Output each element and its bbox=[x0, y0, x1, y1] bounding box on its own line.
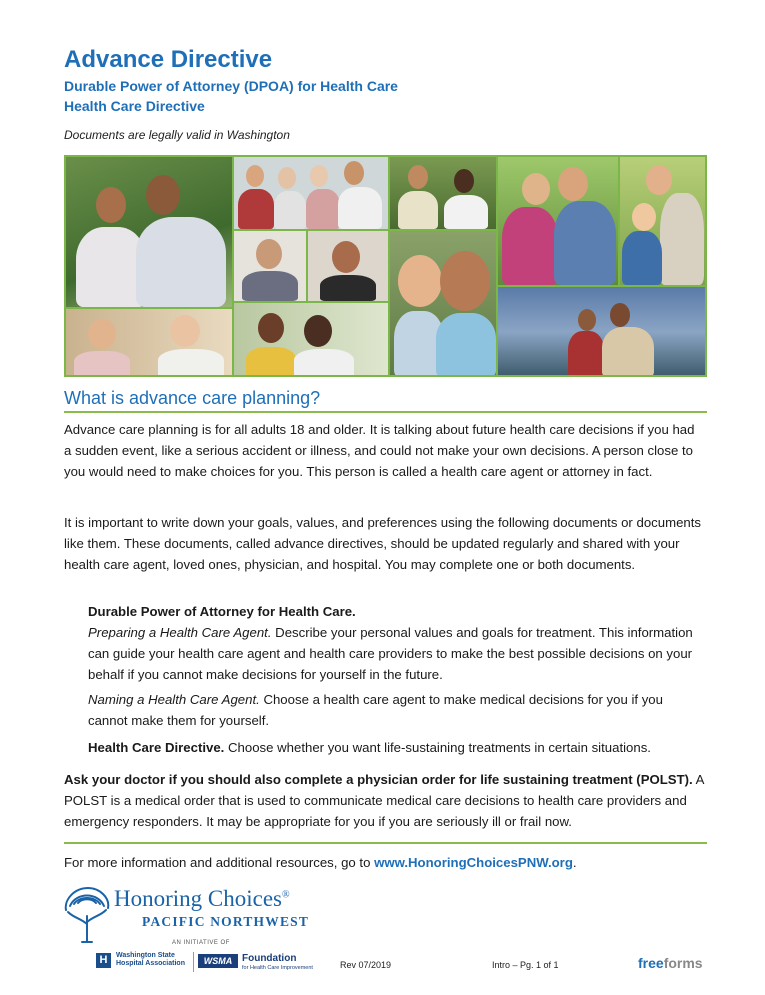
polst-paragraph bbox=[64, 769, 704, 832]
photo-couple-2 bbox=[234, 303, 388, 377]
photo-woman bbox=[308, 231, 388, 301]
wsma-tagline: for Health Care Improvement bbox=[242, 965, 313, 971]
logo-name: Honoring Choices® bbox=[114, 886, 290, 911]
photo-couple-1 bbox=[66, 157, 232, 307]
photo-collage bbox=[64, 155, 707, 377]
section-divider bbox=[64, 411, 707, 413]
subtitle-dpoa: Durable Power of Attorney (DPOA) for Health Care bbox=[64, 78, 398, 94]
photo-two-men bbox=[390, 157, 496, 229]
preparing-text: Describe your personal values and goals for treatment. This information can guide your health care agent and health care providers to make the best possible decisions on your behalf if you cannot make decisions for yourself in the future. bbox=[88, 625, 693, 682]
preparing-title: Preparing a Health Care Agent. bbox=[88, 625, 272, 640]
subtitle-hcd: Health Care Directive bbox=[64, 98, 205, 114]
wsha-logo bbox=[96, 951, 192, 973]
polst-text: A POLST is a medical order that is used to communicate medical care decisions to health care providers and emergency responders. It may be appropriate for you if you are seriously ill or frail now. bbox=[64, 772, 704, 829]
logo-divider bbox=[193, 952, 194, 972]
document-title: Advance Directive bbox=[64, 46, 273, 73]
photo-family-lake bbox=[498, 287, 705, 377]
polst-bold: Ask your doctor if you should also complete a physician order for life sustaining treatment (POLST). bbox=[64, 772, 693, 787]
documents-paragraph: It is important to write down your goals, values, and preferences using the following documents or documents like them. These documents, called advance directives, should be updated regularly and shared with your health care agent, loved ones, physician, and hospital. You may complete one or both documents. bbox=[64, 515, 701, 572]
naming-title: Naming a Health Care Agent. bbox=[88, 692, 260, 707]
photo-grandfather-boy bbox=[620, 157, 705, 285]
naming-text: Choose a health care agent to make medical decisions for you if you cannot make them for yourself. bbox=[88, 692, 663, 728]
page-number: Intro – Pg. 1 of 1 bbox=[492, 960, 559, 970]
section-heading: What is advance care planning? bbox=[64, 388, 321, 408]
logo-subtitle: PACIFIC NORTHWEST bbox=[142, 914, 310, 929]
freeforms-brand: freeforms bbox=[638, 955, 703, 971]
revision-date: Rev 07/2019 bbox=[340, 960, 392, 970]
intro-paragraph: Advance care planning is for all adults 18 and older. It is talking about future health care decisions if you had a sudden event, like a serious accident or illness, and could not make your own decisions. A person close to you would need to make choices for you. This person is called a health care agent or attorney in fact. bbox=[64, 422, 695, 479]
hcd-text: Choose whether you want life-sustaining treatments in certain situations. bbox=[224, 740, 651, 755]
photo-family-group bbox=[234, 157, 388, 229]
wsma-logo bbox=[198, 951, 338, 973]
photo-older-man bbox=[234, 231, 306, 301]
more-info-end: . bbox=[572, 855, 577, 870]
wsha-text: Washington State Hospital Association bbox=[116, 952, 185, 967]
wsha-mark: H bbox=[96, 953, 111, 968]
photo-smiling-couple bbox=[390, 231, 496, 377]
wsma-foundation: Foundation bbox=[242, 953, 297, 964]
dpoa-block bbox=[88, 601, 700, 685]
initiative-label: AN INITIATIVE OF bbox=[172, 940, 230, 946]
hcd-block bbox=[88, 737, 700, 758]
more-info-line bbox=[64, 855, 577, 870]
wsma-mark: WSMA bbox=[198, 954, 238, 968]
hcd-title: Health Care Directive. bbox=[88, 740, 225, 755]
honoring-choices-logo bbox=[62, 884, 332, 944]
more-info-text: For more information and additional resources, go to bbox=[64, 855, 375, 870]
tree-icon bbox=[62, 884, 112, 944]
validity-note: Documents are legally valid in Washington bbox=[64, 128, 290, 142]
dpoa-heading: Durable Power of Attorney for Health Care. bbox=[88, 604, 356, 619]
photo-women-laughing bbox=[66, 309, 232, 377]
photo-senior-couple bbox=[498, 157, 618, 285]
footer-divider bbox=[64, 842, 707, 844]
website-link[interactable]: www.HonoringChoicesPNW.org bbox=[374, 855, 573, 870]
naming-block bbox=[88, 689, 700, 731]
